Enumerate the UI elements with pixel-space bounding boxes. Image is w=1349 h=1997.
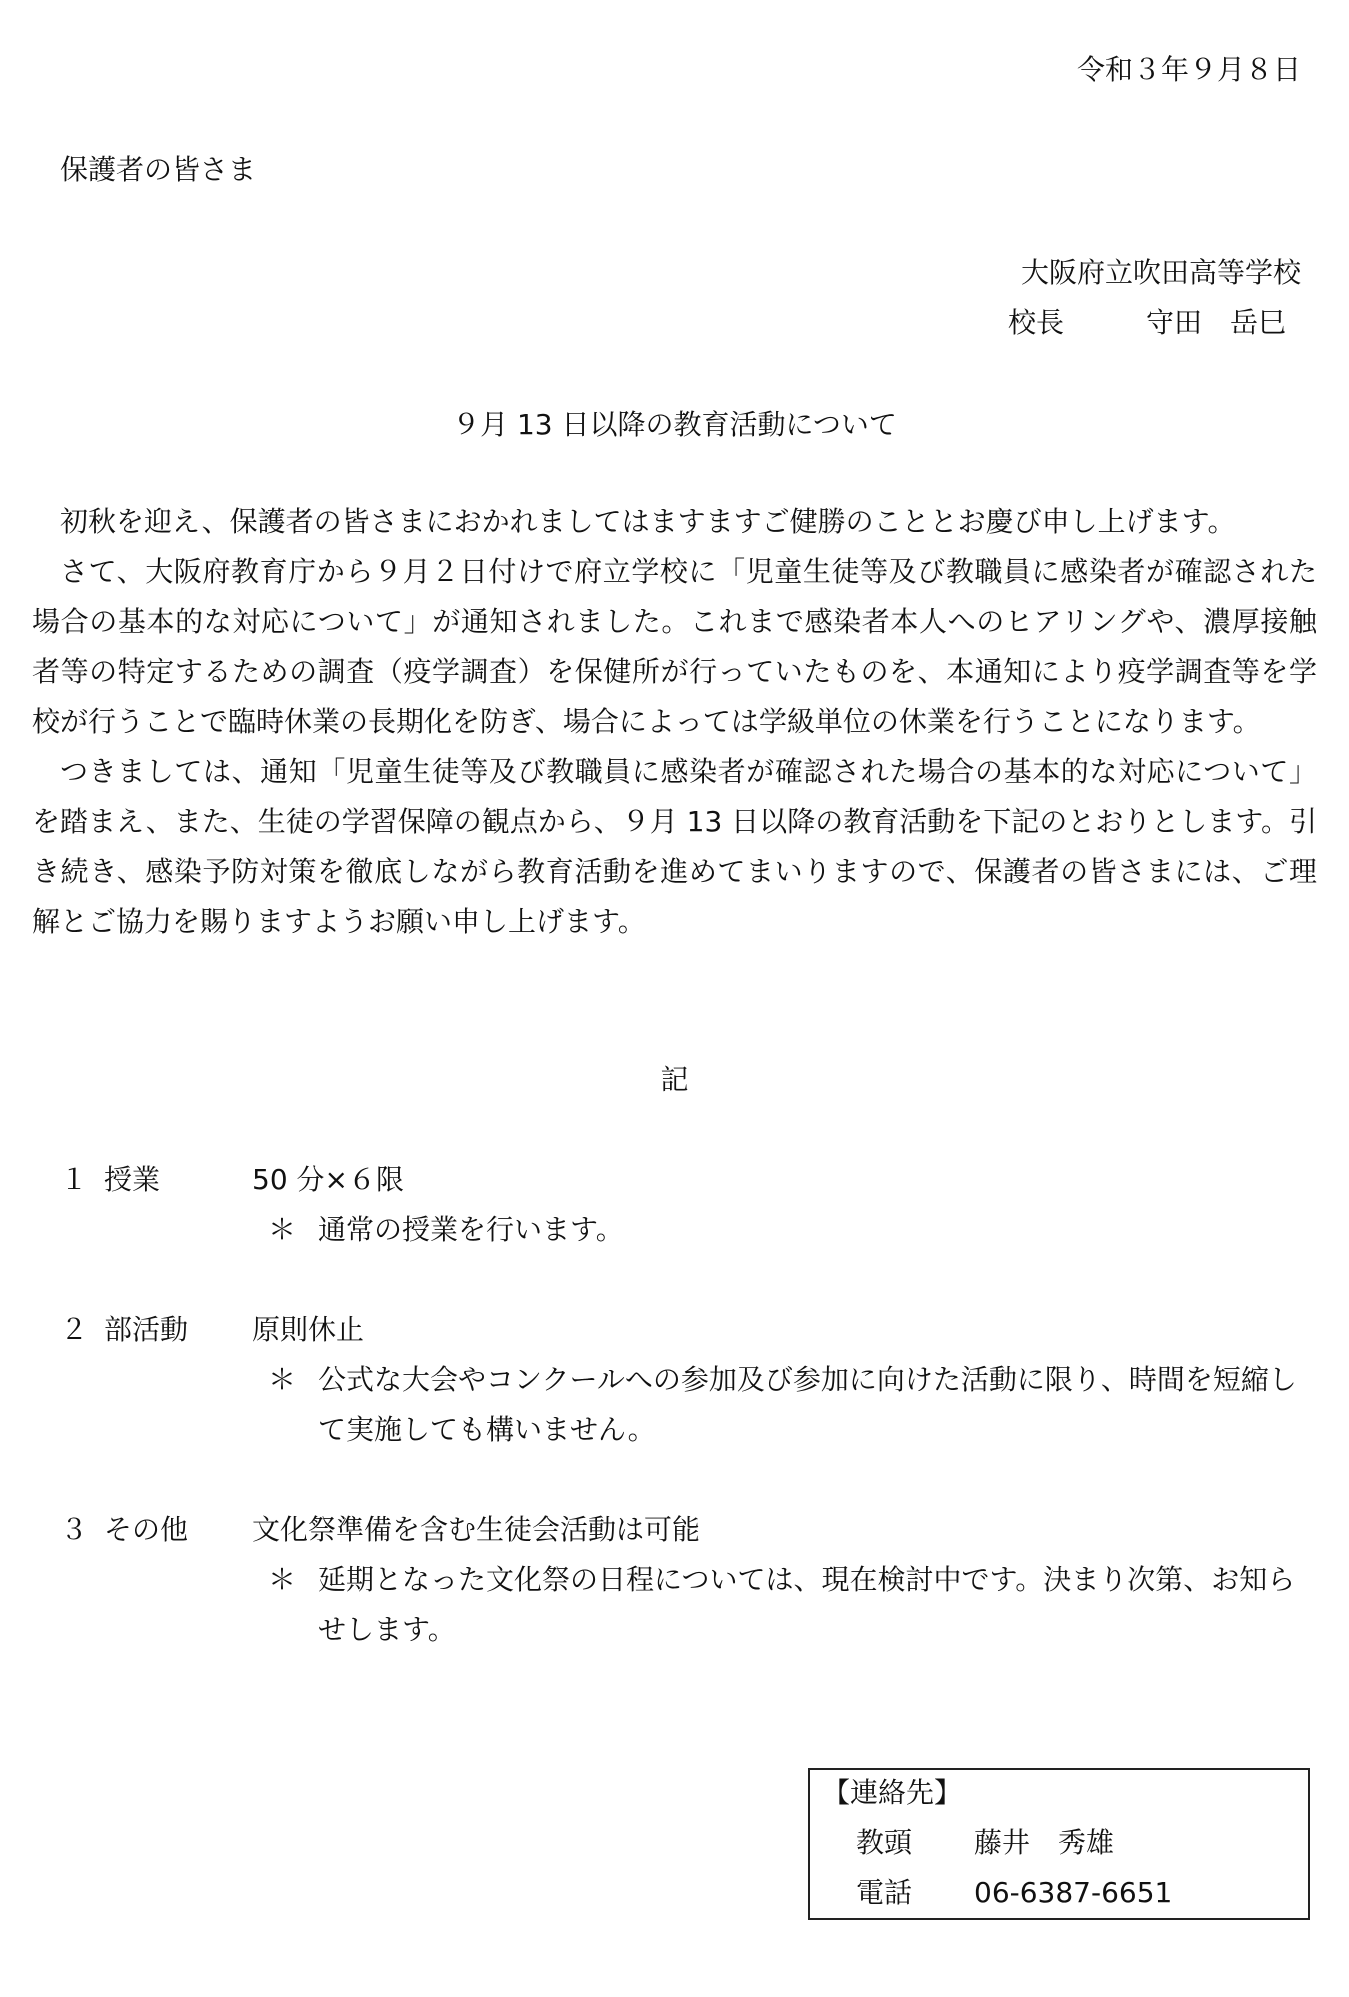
principal-signature [1008, 298, 1308, 348]
document-title: ９月 13 日以降の教育活動について [452, 408, 897, 441]
principal-name: 守田 岳巳 [1146, 306, 1287, 339]
note-text: 延期となった文化祭の日程については、現在検討中です。決まり次第、お知らせします。 [318, 1563, 1296, 1646]
item-label: 部活動 [104, 1313, 189, 1346]
body-paragraph: さて、大阪府教育庁から９月２日付けで府立学校に「児童生徒等及び教職員に感染者が確認された場合の基本的な対応について」が通知されました。これまで感染者本人へのヒアリングや、濃厚接触者等の特定するための調査（疫学調査）を保健所が行っていたものを、本通知により疫学調査等を学校が行うことで臨時休業の長期化を防ぎ、場合によっては学級単位の休業を行うことになります。 [32, 555, 1317, 738]
contact-heading: 【連絡先】 [822, 1776, 963, 1809]
contact-vp-name: 藤井 秀雄 [974, 1826, 1115, 1859]
body-text [32, 497, 1317, 947]
item-note [268, 1355, 1318, 1455]
item-value: 文化祭準備を含む生徒会活動は可能 [252, 1513, 701, 1546]
item-value: 50 分×６限 [252, 1163, 404, 1196]
item-number: ２ [60, 1313, 89, 1346]
body-paragraph: つきましては、通知「児童生徒等及び教職員に感染者が確認された場合の基本的な対応について」を踏まえ、また、生徒の学習保障の観点から、９月 13 日以降の教育活動を下記のとおりとします。引き続き、感染予防対策を徹底しながら教育活動を進めてまいりますので、保護者の皆さまには、ご理解とご協力を賜りますようお願い申し上げます。 [32, 755, 1318, 938]
item-label: 授業 [104, 1163, 161, 1196]
item-value: 原則休止 [252, 1313, 365, 1346]
note-text: 公式な大会やコンクールへの参加及び参加に向けた活動に限り、時間を短縮して実施しても構いません。 [318, 1363, 1297, 1446]
document-date: 令和３年９月８日 [1076, 53, 1301, 86]
ki-heading: 記 [660, 1063, 689, 1096]
item-note [268, 1555, 1318, 1655]
note-asterisk: ＊ [268, 1563, 297, 1596]
note-asterisk: ＊ [268, 1363, 297, 1396]
body-paragraph: 初秋を迎え、保護者の皆さまにおかれましてはますますご健勝のこととお慶び申し上げます。 [60, 505, 1236, 538]
addressee: 保護者の皆さま [60, 153, 257, 186]
item-number: １ [60, 1163, 89, 1196]
item-note [268, 1205, 1318, 1255]
contact-tel: 06-6387-6651 [974, 1876, 1173, 1909]
contact-tel-label: 電話 [856, 1876, 913, 1909]
note-text: 通常の授業を行います。 [318, 1213, 624, 1246]
item-number: ３ [60, 1513, 89, 1546]
principal-role: 校長 [1008, 306, 1065, 339]
note-asterisk: ＊ [268, 1213, 297, 1246]
item-label: その他 [104, 1513, 189, 1546]
school-name: 大阪府立吹田高等学校 [1020, 256, 1301, 289]
contact-box [808, 1768, 1310, 1920]
contact-vp-label: 教頭 [856, 1826, 913, 1859]
